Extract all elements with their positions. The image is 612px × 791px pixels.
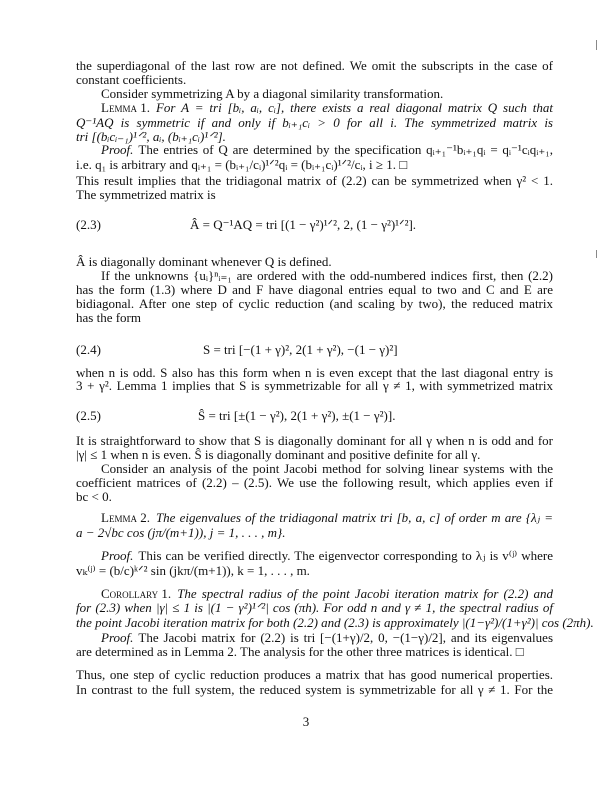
proof-1 bbox=[101, 143, 553, 157]
proof-label: Proof. bbox=[101, 630, 134, 645]
equation-body: Â = Q⁻¹AQ = tri [(1 − γ²)¹ᐟ², 2, (1 − γ²)¹ᐟ²]. bbox=[190, 217, 417, 232]
lemma-label: Lemma 2. bbox=[101, 510, 150, 525]
text-line: coefficient matrices of (2.2) – (2.5). We use the following result, which applies even if bbox=[76, 475, 553, 490]
equation-number: (2.5) bbox=[76, 408, 101, 423]
text-line: The entries of Q are determined by the specification qᵢ₊₁⁻¹bᵢ₊₁qᵢ = qᵢ⁻¹cᵢqᵢ₊₁, bbox=[138, 142, 553, 157]
text-line: The Jacobi matrix for (2.2) is tri [−(1+γ)/2, 0, −(1−γ)/2], and its eigenvalues bbox=[138, 630, 553, 645]
equation-body: Ŝ = tri [±(1 − γ²), 2(1 + γ²), ±(1 − γ²)]. bbox=[198, 408, 396, 423]
lemma-label: Lemma 1. bbox=[101, 100, 150, 115]
text-line: In contrast to the full system, the reduced system is symmetrizable for all γ ≠ 1. For the bbox=[76, 682, 553, 697]
text-line: If the unknowns {uᵢ}ⁿᵢ₌₁ are ordered with the odd-numbered indices first, then (2.2) bbox=[101, 268, 553, 283]
text-line: tri [(bᵢcᵢ₋₁)¹ᐟ², aᵢ, (bᵢ₊₁cᵢ)¹ᐟ²]. bbox=[76, 129, 226, 144]
text-line: a − 2√bc cos (jπ/(m+1)), j = 1, . . . , m}. bbox=[76, 525, 286, 540]
text-line: bidiagonal. After one step of cyclic reduction (and scaling by two), the reduced matrix bbox=[76, 296, 553, 311]
text-line: 3 + γ². Lemma 1 implies that S is symmetrizable for all γ ≠ 1, with symmetrized matrix bbox=[76, 378, 553, 393]
text-line: when n is odd. S also has this form when n is even except that the last diagonal entry is bbox=[76, 365, 553, 380]
scan-mark bbox=[596, 250, 597, 258]
equation-number: (2.4) bbox=[76, 342, 101, 357]
text-line: vₖ⁽ʲ⁾ = (b/c)ᵏᐟ² sin (jkπ/(m+1)), k = 1, . . . , m. bbox=[76, 563, 310, 578]
text-line: This can be verified directly. The eigenvector corresponding to λⱼ is v⁽ʲ⁾ where bbox=[138, 548, 553, 563]
text-line: |γ| ≤ 1 when n is even. Ŝ is diagonally dominant and positive definite for all γ. bbox=[76, 447, 481, 462]
text-line: It is straightforward to show that S is diagonally dominant for all γ when n is odd and for bbox=[76, 433, 553, 448]
text-line: the point Jacobi iteration matrix for both (2.2) and (2.3) is approximately |(1−γ²)/(1+γ²)| cos (2πh). bbox=[76, 615, 594, 630]
text-line: For A = tri [bᵢ, aᵢ, cᵢ], there exists a real diagonal matrix Q such that bbox=[155, 100, 553, 115]
text-line: Consider an analysis of the point Jacobi method for solving linear systems with the bbox=[101, 461, 553, 476]
text-line: for (2.3) when |γ| ≤ 1 is |(1 − γ²)¹ᐟ²| cos (πh). For odd n and γ ≠ 1, the spectral radius of bbox=[76, 600, 553, 615]
text-line: has the form (1.3) where D and F have diagonal entries equal to two and C and E are bbox=[76, 282, 553, 297]
proof-label: Proof. bbox=[101, 548, 134, 563]
text-line: has the form bbox=[76, 310, 141, 325]
page-number: 3 bbox=[302, 714, 310, 729]
proof-3 bbox=[101, 631, 553, 645]
text-line: Q⁻¹AQ is symmetric if and only if bᵢ₊₁cᵢ > 0 for all i. The symmetrized matrix is bbox=[76, 115, 553, 130]
proof-label: Proof. bbox=[101, 142, 134, 157]
text-line: constant coefficients. bbox=[76, 72, 187, 87]
corollary-label: Corollary 1. bbox=[101, 586, 172, 601]
text-line: The spectral radius of the point Jacobi iteration matrix for (2.2) and bbox=[177, 586, 553, 601]
text-line: The eigenvalues of the tridiagonal matrix tri [b, a, c] of order m are {λⱼ = bbox=[155, 510, 553, 525]
text-line: This result implies that the tridiagonal matrix of (2.2) can be symmetrized when γ² < 1. bbox=[76, 173, 553, 188]
lemma-2 bbox=[101, 511, 553, 525]
text-line: Consider symmetrizing A by a diagonal similarity transformation. bbox=[101, 86, 444, 101]
text-line: bc < 0. bbox=[76, 489, 112, 504]
scan-mark bbox=[596, 40, 597, 50]
text-line: i.e. q₁ is arbitrary and qᵢ₊₁ = (bᵢ₊₁/cᵢ)¹ᐟ²qᵢ = (bᵢ₊₁cᵢ)¹ᐟ²/cᵢ, i ≥ 1. □ bbox=[76, 157, 408, 172]
text-line: the superdiagonal of the last row are not defined. We omit the subscripts in the case of bbox=[76, 58, 553, 73]
corollary-1 bbox=[101, 587, 553, 601]
text-line: The symmetrized matrix is bbox=[76, 187, 216, 202]
equation-number: (2.3) bbox=[76, 217, 101, 232]
text-line: Thus, one step of cyclic reduction produces a matrix that has good numerical properties. bbox=[76, 667, 553, 682]
lemma-1 bbox=[101, 101, 553, 115]
text-line: are determined as in Lemma 2. The analysis for the other three matrices is identical. □ bbox=[76, 644, 524, 659]
text-line: Â is diagonally dominant whenever Q is defined. bbox=[76, 254, 332, 269]
equation-body: S = tri [−(1 + γ)², 2(1 + γ²), −(1 − γ)²] bbox=[203, 342, 398, 357]
proof-2 bbox=[101, 549, 553, 563]
